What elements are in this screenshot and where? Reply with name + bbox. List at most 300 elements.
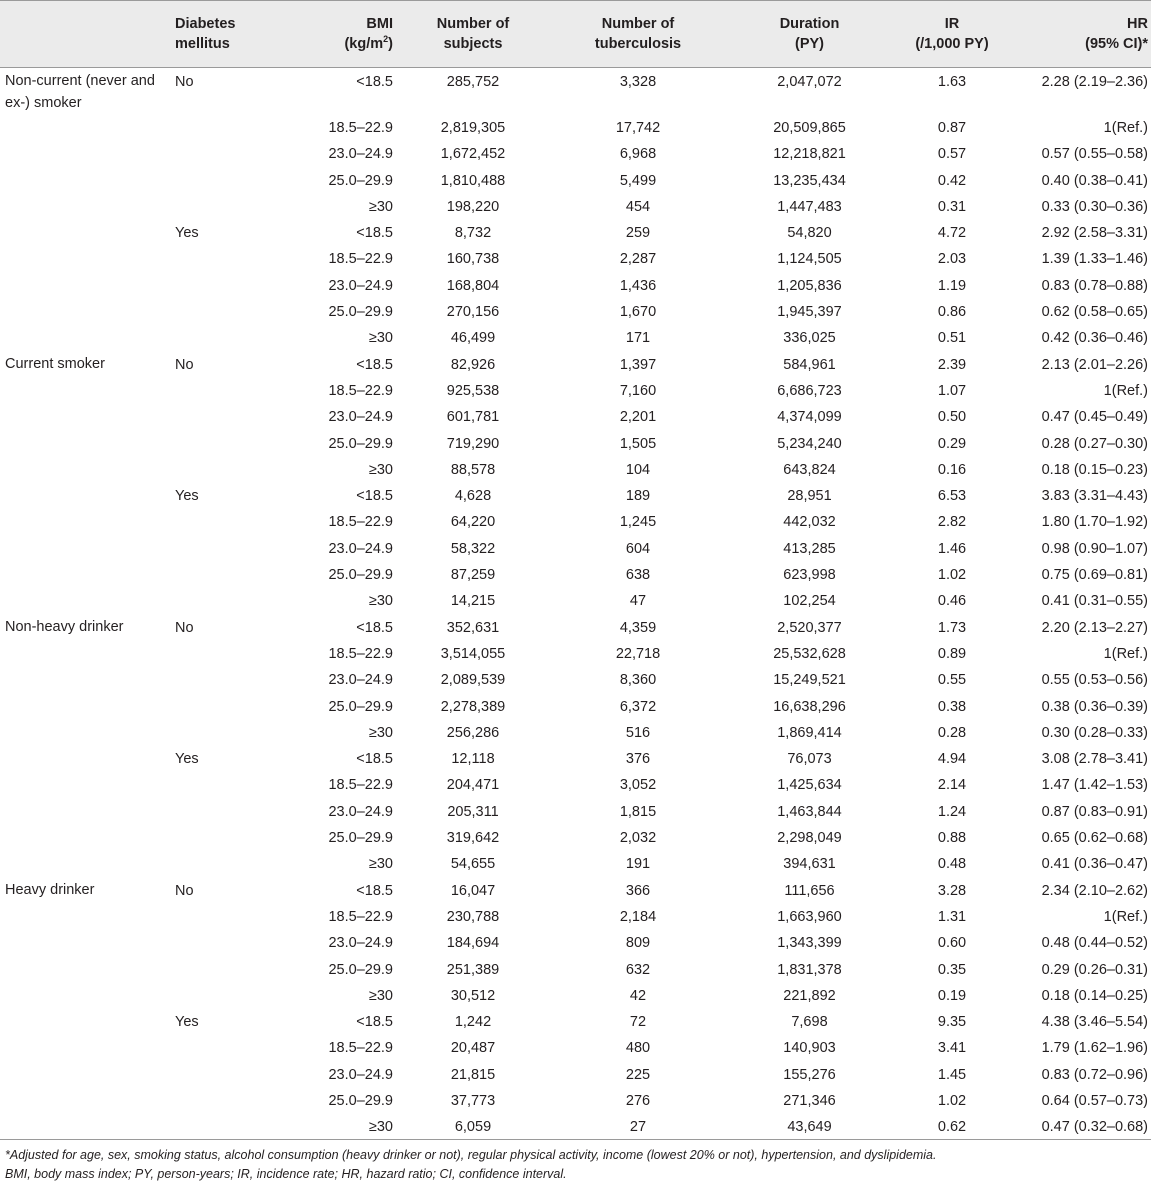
cell-hr: 0.47 (0.45–0.49) [1041,409,1148,426]
cell-duration: 111,656 [784,882,835,899]
group-label: Non-current (never and ex-) smoker [5,73,155,111]
table-header [0,1,1151,68]
cell-tuberculosis: 276 [625,1092,651,1109]
table-row [0,666,1151,692]
cell-subjects: 4,628 [454,488,492,505]
cell-ir: 0.29 [937,435,967,452]
cell-group [0,68,175,115]
cell-hr: 0.30 (0.28–0.33) [1041,724,1148,741]
cell-ir: 1.02 [937,1092,967,1109]
table-row [0,614,1151,640]
cell-diabetes [175,850,305,876]
cell-hr: 1(Ref.) [1103,908,1148,925]
cell-subjects: 1,810,488 [440,172,506,189]
cell-hr: 0.62 (0.58–0.65) [1041,304,1148,321]
cell-duration: 13,235,434 [773,172,846,189]
cell-subjects: 87,259 [450,567,496,584]
header-group [0,1,175,68]
cell-diabetes [175,272,305,298]
cell-tuberculosis: 1,436 [619,277,657,294]
cell-subjects: 285,752 [446,74,500,90]
cell-subjects: 64,220 [450,514,496,531]
cell-diabetes [175,193,305,219]
cell-duration: 1,945,397 [777,304,842,321]
cell-tuberculosis: 4,359 [619,619,657,636]
cell-hr: 0.75 (0.69–0.81) [1041,567,1148,584]
cell-bmi: ≥30 [368,461,393,478]
cell-bmi: 23.0–24.9 [328,935,393,952]
cell-ir: 1.63 [937,74,967,90]
cell-ir: 0.38 [937,698,967,715]
cell-diabetes [175,298,305,324]
cell-group [0,719,175,745]
cell-ir: 0.35 [937,961,967,978]
cell-bmi: 25.0–29.9 [328,1092,393,1109]
cell-duration: 1,447,483 [777,198,842,215]
cell-group [0,771,175,797]
cell-ir: 0.87 [937,120,967,136]
cell-ir: 0.48 [937,856,967,873]
table-row [0,719,1151,745]
cell-subjects: 719,290 [446,435,500,452]
cell-hr: 3.08 (2.78–3.41) [1041,751,1148,768]
cell-tuberculosis: 376 [625,751,651,768]
cell-bmi: 18.5–22.9 [328,382,393,399]
cell-duration: 54,820 [787,225,832,242]
table-row [0,1008,1151,1034]
group-label: Current smoker [5,355,105,372]
cell-bmi: ≥30 [368,856,393,873]
table-row [0,640,1151,666]
cell-tuberculosis: 8,360 [619,672,657,689]
cell-duration: 16,638,296 [773,698,846,715]
cell-ir: 0.57 [937,146,967,163]
cell-subjects: 205,311 [447,803,499,820]
cell-bmi: 25.0–29.9 [328,961,393,978]
cell-diabetes: Yes [175,488,199,505]
cell-ir: 0.19 [937,987,967,1004]
cell-subjects: 54,655 [450,856,496,873]
cell-ir: 0.28 [937,724,967,741]
cell-duration: 221,892 [783,987,836,1004]
table-row [0,351,1151,377]
cell-tuberculosis: 604 [625,540,651,557]
table-row [0,929,1151,955]
cell-diabetes [175,535,305,561]
cell-subjects: 198,220 [446,198,500,215]
cell-group [0,561,175,587]
cell-tuberculosis: 1,397 [619,356,657,373]
header-subjects-line1: Number of [436,16,510,32]
cell-bmi: <18.5 [356,619,393,636]
cell-duration: 4,374,099 [777,409,842,426]
cell-hr: 0.41 (0.31–0.55) [1041,593,1148,610]
group-label: Non-heavy drinker [5,618,124,635]
cell-tuberculosis: 27 [553,1113,723,1139]
header-hr-line1: HR [1127,16,1148,32]
cell-hr: 0.83 (0.78–0.88) [1041,277,1148,294]
cell-group [0,298,175,324]
cell-tuberculosis: 480 [625,1040,651,1057]
cell-tuberculosis: 104 [625,461,651,478]
cell-ir: 4.94 [937,751,967,768]
cell-tuberculosis: 2,032 [619,830,657,847]
cell-tuberculosis: 5,499 [619,172,657,189]
cell-ir: 1.46 [937,540,967,557]
cell-diabetes: No [175,882,194,899]
table-row [0,219,1151,245]
cell-hr: 1.47 (1.42–1.53) [1041,777,1148,794]
cell-diabetes [175,903,305,929]
cell-group [0,1113,175,1139]
cell-bmi: 25.0–29.9 [328,830,393,847]
cell-ir: 3.41 [937,1040,967,1057]
cell-tuberculosis: 1,245 [619,514,657,531]
cell-tuberculosis: 225 [625,1066,651,1083]
cell-diabetes [175,771,305,797]
cell-bmi: 25.0–29.9 [328,304,393,321]
table-row [0,193,1151,219]
cell-ir: 1.02 [937,567,967,584]
cell-group [0,272,175,298]
header-bmi-line1: BMI [366,16,393,32]
cell-hr: 0.98 (0.90–1.07) [1041,540,1148,557]
cell-hr: 0.57 (0.55–0.58) [1041,146,1148,163]
cell-group [0,351,175,377]
cell-group [0,377,175,403]
cell-duration: 2,298,049 [777,830,842,847]
table-row [0,745,1151,771]
cell-duration: 584,961 [783,356,836,373]
cell-group [0,245,175,271]
cell-group [0,982,175,1008]
cell-bmi: 18.5–22.9 [328,1040,393,1057]
cell-subjects: 20,487 [450,1040,496,1057]
cell-ir: 0.55 [937,672,967,689]
cell-tuberculosis: 17,742 [615,120,661,136]
cell-hr: 3.83 (3.31–4.43) [1041,488,1148,505]
header-subjects-line2: subjects [443,36,503,52]
footnote-adjusted: *Adjusted for age, sex, smoking status, alcohol consumption (heavy drinker or not), regular physical activity, income (lowest 20% or not), hypertension, and dyslipidemia. [5,1148,937,1162]
cell-bmi: ≥30 [368,593,393,610]
cell-ir: 0.46 [937,593,967,610]
header-diabetes [175,1,305,68]
cell-bmi: <18.5 [356,1014,393,1031]
cell-ir: 1.45 [937,1066,967,1083]
cell-ir: 2.14 [937,777,967,794]
cell-group [0,193,175,219]
cell-subjects: 8,732 [454,225,492,242]
cell-diabetes [175,929,305,955]
table-row [0,956,1151,982]
cell-hr: 1(Ref.) [1103,120,1148,136]
cell-ir: 0.62 [896,1113,1008,1139]
cell-diabetes [175,693,305,719]
cell-group [0,693,175,719]
cell-ir: 6.53 [937,488,967,505]
cell-tuberculosis: 366 [625,882,651,899]
cell-group [0,640,175,666]
table-row [0,1061,1151,1087]
cell-hr: 0.40 (0.38–0.41) [1041,172,1148,189]
cell-diabetes [175,561,305,587]
cell-diabetes: Yes [175,225,199,242]
cell-tuberculosis: 1,815 [619,803,657,820]
cell-duration: 336,025 [783,330,836,347]
header-row [0,1,1151,68]
cell-bmi: ≥30 [305,1113,393,1139]
cell-group [0,430,175,456]
cell-duration: 1,205,836 [777,277,842,294]
cell-bmi: <18.5 [356,225,393,242]
cell-group [0,167,175,193]
cell-bmi: <18.5 [356,882,393,899]
cell-duration: 28,951 [787,488,832,505]
cell-subjects: 14,215 [450,593,496,610]
cell-group [0,482,175,508]
cell-subjects: 2,278,389 [440,698,506,715]
cell-subjects: 37,773 [450,1092,496,1109]
header-hr-line2: (95% CI)* [1085,36,1148,52]
cell-hr: 2.20 (2.13–2.27) [1041,619,1148,636]
table-row [0,140,1151,166]
cell-hr: 0.18 (0.15–0.23) [1041,461,1148,478]
cell-hr: 0.28 (0.27–0.30) [1041,435,1148,452]
header-tuberculosis [553,1,723,68]
cell-hr: 1.39 (1.33–1.46) [1041,251,1148,268]
cell-duration: 43,649 [723,1113,896,1139]
cell-subjects: 3,514,055 [440,645,506,662]
cell-diabetes [175,377,305,403]
cell-subjects: 2,819,305 [440,120,506,136]
cell-subjects: 352,631 [446,619,500,636]
cell-ir: 0.86 [937,304,967,321]
cell-duration: 1,463,844 [777,803,842,820]
cell-hr: 0.65 (0.62–0.68) [1041,830,1148,847]
cell-duration: 1,663,960 [777,908,842,925]
cell-duration: 2,520,377 [777,619,842,636]
cell-tuberculosis: 3,052 [619,777,657,794]
cell-ir: 4.72 [937,225,967,242]
cell-duration: 1,343,399 [777,935,842,952]
cell-duration: 1,869,414 [777,724,842,741]
cell-duration: 271,346 [783,1092,836,1109]
table-row [0,324,1151,350]
cell-diabetes [175,508,305,534]
cell-diabetes [175,245,305,271]
cell-subjects: 925,538 [446,382,500,399]
cell-duration: 7,698 [791,1014,828,1031]
cell-diabetes [175,140,305,166]
cell-subjects: 21,815 [450,1066,496,1083]
cell-diabetes [175,587,305,613]
cell-diabetes [175,798,305,824]
table-row [0,430,1151,456]
cell-duration: 6,686,723 [777,382,842,399]
cell-duration: 2,047,072 [777,74,842,90]
cell-duration: 1,124,505 [777,251,842,268]
table-row [0,377,1151,403]
cell-tuberculosis: 2,201 [619,409,657,426]
cell-diabetes [175,430,305,456]
cell-bmi: <18.5 [356,74,393,90]
cell-diabetes [175,167,305,193]
header-duration [723,1,896,68]
cell-diabetes [175,719,305,745]
header-diabetes-line1: Diabetes [175,16,236,32]
cell-subjects: 230,788 [446,908,500,925]
header-ir [896,1,1008,68]
cell-bmi: 25.0–29.9 [328,172,393,189]
table-row [0,68,1151,115]
cell-group [0,535,175,561]
cell-diabetes [175,1061,305,1087]
table-row [0,824,1151,850]
cell-tuberculosis: 6,372 [619,698,657,715]
cell-diabetes [175,640,305,666]
cell-bmi: <18.5 [356,356,393,373]
cell-group [0,929,175,955]
cell-bmi: ≥30 [368,198,393,215]
cell-bmi: ≥30 [368,330,393,347]
cell-group [0,508,175,534]
cell-duration: 25,532,628 [773,645,846,662]
cell-group [0,824,175,850]
cell-subjects: 82,926 [450,356,496,373]
cell-hr: 1.79 (1.62–1.96) [1041,1040,1148,1057]
cell-diabetes [175,1113,305,1139]
cell-diabetes [175,114,305,140]
cell-diabetes [175,1087,305,1113]
cell-diabetes: No [175,356,194,373]
table-row [0,245,1151,271]
cell-hr: 0.87 (0.83–0.91) [1041,803,1148,820]
table-body [0,68,1151,1140]
cell-bmi: 23.0–24.9 [328,672,393,689]
cell-group [0,903,175,929]
header-ir-line2: (/1,000 PY) [915,36,989,52]
cell-tuberculosis: 638 [625,567,651,584]
cell-ir: 9.35 [937,1014,967,1031]
cell-tuberculosis: 47 [629,593,647,610]
cell-subjects: 88,578 [450,461,496,478]
cell-diabetes [175,666,305,692]
cell-ir: 1.07 [937,382,967,399]
cell-hr: 2.28 (2.19–2.36) [1041,74,1148,90]
cell-tuberculosis: 454 [625,198,651,215]
cell-group [0,1061,175,1087]
cell-hr: 0.64 (0.57–0.73) [1041,1092,1148,1109]
cell-bmi: 23.0–24.9 [328,1066,393,1083]
cell-ir: 0.31 [937,198,967,215]
cell-subjects: 16,047 [450,882,496,899]
cell-bmi: 18.5–22.9 [328,514,393,531]
cell-tuberculosis: 2,184 [619,908,657,925]
cell-ir: 0.89 [937,645,967,662]
cell-hr: 0.55 (0.53–0.56) [1041,672,1148,689]
cell-ir: 0.51 [937,330,967,347]
table-row [0,850,1151,876]
cell-ir: 0.88 [937,830,967,847]
cell-subjects: 184,694 [446,935,500,952]
cell-bmi: 23.0–24.9 [328,146,393,163]
table-row [0,114,1151,140]
cell-duration: 643,824 [783,461,836,478]
cell-tuberculosis: 22,718 [615,645,661,662]
cell-group [0,324,175,350]
cell-tuberculosis: 7,160 [619,382,657,399]
cell-subjects: 601,781 [446,409,500,426]
cell-ir: 1.31 [937,908,967,925]
header-tb-line2: tuberculosis [594,36,682,52]
cell-hr: 0.41 (0.36–0.47) [1041,856,1148,873]
cell-ir: 1.24 [937,803,967,820]
cell-subjects: 12,118 [451,751,495,768]
table-row [0,1087,1151,1113]
cell-group [0,614,175,640]
cell-bmi: <18.5 [356,751,393,768]
table-row [0,1113,1151,1139]
table-row [0,456,1151,482]
table-row [0,587,1151,613]
cell-hr: 0.47 (0.32–0.68) [1008,1113,1151,1139]
cell-group [0,877,175,903]
cell-subjects: 46,499 [450,330,496,347]
cell-subjects: 160,738 [446,251,500,268]
cell-hr: 0.42 (0.36–0.46) [1041,330,1148,347]
cell-group [0,587,175,613]
cell-ir: 0.60 [937,935,967,952]
cell-diabetes [175,956,305,982]
cell-bmi: <18.5 [356,488,393,505]
cell-duration: 442,032 [783,514,836,531]
cell-subjects: 1,242 [454,1014,492,1031]
cell-ir: 0.50 [937,409,967,426]
header-tb-line1: Number of [601,16,675,32]
cell-bmi: 18.5–22.9 [328,645,393,662]
cell-bmi: 18.5–22.9 [328,908,393,925]
cell-tuberculosis: 6,968 [619,146,657,163]
cell-subjects: 251,389 [446,961,500,978]
cell-hr: 4.38 (3.46–5.54) [1041,1014,1148,1031]
table-row [0,403,1151,429]
table-row [0,982,1151,1008]
cell-group [0,1034,175,1060]
footnote-abbreviations: BMI, body mass index; PY, person-years; IR, incidence rate; HR, hazard ratio; CI, confidence interval. [5,1167,567,1181]
cell-ir: 1.19 [937,277,967,294]
cell-hr: 2.34 (2.10–2.62) [1041,882,1148,899]
cell-hr: 0.83 (0.72–0.96) [1041,1066,1148,1083]
cell-bmi: 23.0–24.9 [328,409,393,426]
cell-group [0,219,175,245]
group-label: Heavy drinker [5,881,95,898]
cell-tuberculosis: 516 [625,724,651,741]
cell-diabetes [175,456,305,482]
header-hr [1008,1,1151,68]
cell-tuberculosis: 191 [625,856,651,873]
cell-group [0,798,175,824]
cell-hr: 0.38 (0.36–0.39) [1041,698,1148,715]
table-row [0,903,1151,929]
cell-subjects: 6,059 [393,1113,553,1139]
cell-diabetes: No [175,619,194,636]
cell-tuberculosis: 259 [625,225,651,242]
cell-ir: 2.82 [937,514,967,531]
cell-bmi: ≥30 [368,987,393,1004]
cell-subjects: 1,672,452 [440,146,506,163]
cell-hr: 2.13 (2.01–2.26) [1041,356,1148,373]
cell-duration: 12,218,821 [773,146,846,163]
